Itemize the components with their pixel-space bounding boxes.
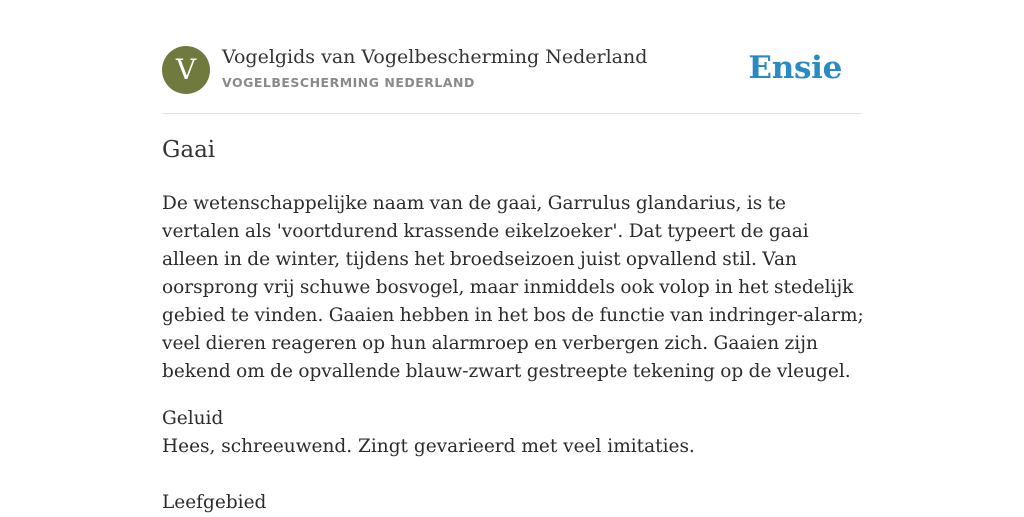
- brand-logo[interactable]: Ensie: [748, 50, 842, 86]
- source-subtitle[interactable]: VOGELBESCHERMING NEDERLAND: [222, 75, 475, 90]
- source-avatar[interactable]: V: [162, 46, 210, 94]
- source-header: [162, 46, 862, 96]
- section-leefgebied: [162, 489, 862, 517]
- section-text: Hees, schreeuwend. Zingt gevarieerd met veel imitaties.: [162, 436, 695, 457]
- section-heading: Leefgebied: [162, 492, 267, 513]
- source-title[interactable]: Vogelgids van Vogelbescherming Nederland: [222, 46, 648, 68]
- article-title: Gaai: [162, 137, 216, 163]
- article-body: De wetenschappelijke naam van de gaai, Garrulus glandarius, is te vertalen als 'voortdurend krassende eikelzoeker'. Dat typeert de gaai alleen in de winter, tijdens het broedseizoen juist opvallend stil. Van oorsprong vrij schuwe bosvogel, maar inmiddels ook volop in het stedelijk gebied te vinden. Gaaien hebben in het bos de functie van indringer-alarm; veel dieren reageren op hun alarmroep en verbergen zich. Gaaien zijn bekend om de opvallende blauw-zwart gestreepte tekening op de vleugel.: [162, 193, 864, 382]
- section-heading: Geluid: [162, 408, 224, 429]
- section-geluid: [162, 405, 862, 461]
- header-divider: [162, 113, 862, 114]
